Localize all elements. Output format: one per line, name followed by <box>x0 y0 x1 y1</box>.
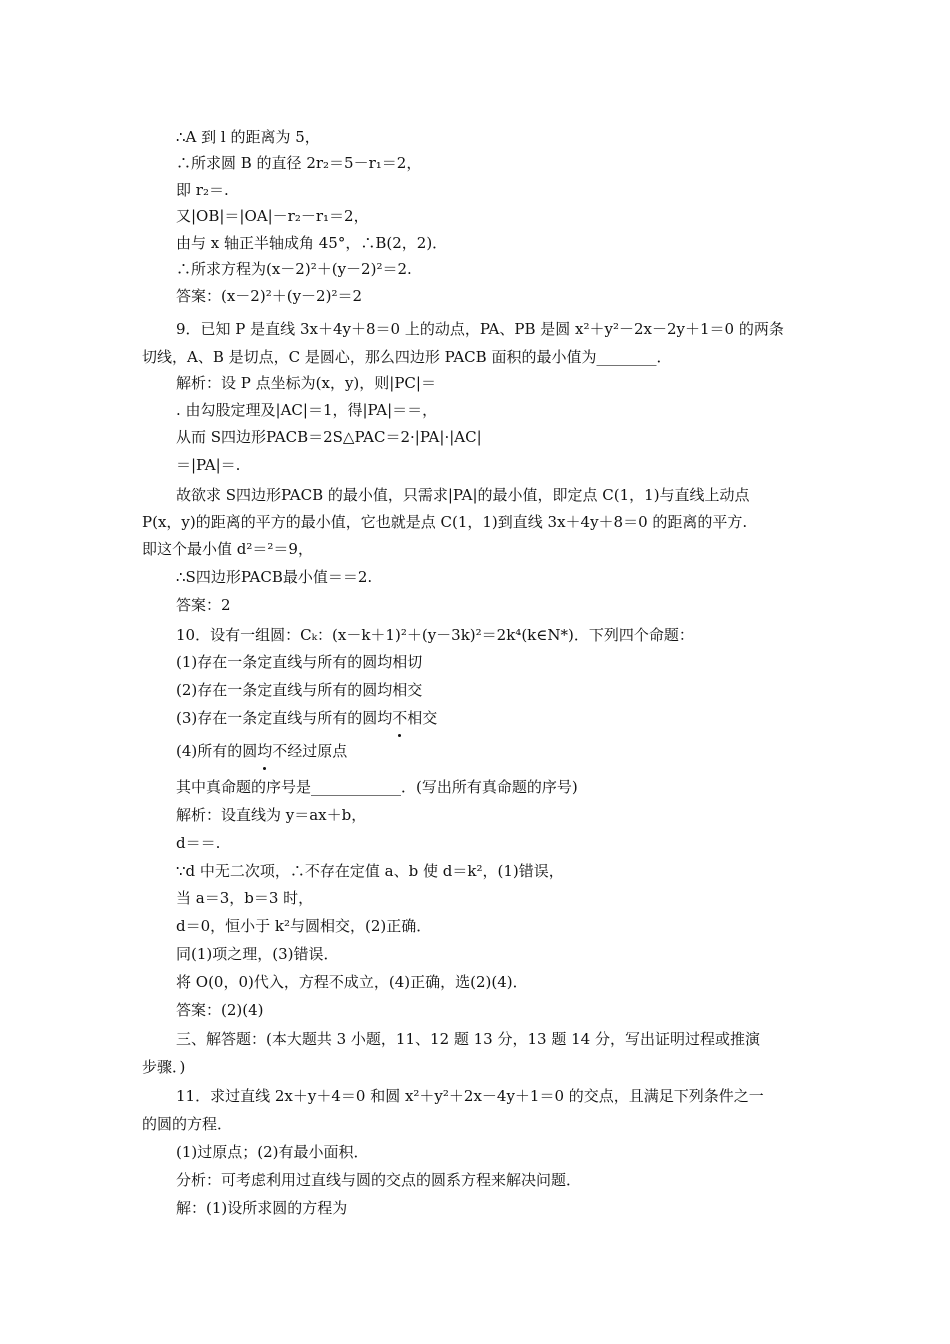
text-line: d＝0，恒小于 k²与圆相交，(2)正确． <box>176 917 432 935</box>
proposition-3-suffix: 相交 <box>407 709 438 727</box>
text-line: 由与 x 轴正半轴成角 45°，∴B(2，2)． <box>176 234 448 252</box>
text-line: . 由勾股定理及|AC|＝1，得|PA|＝＝， <box>176 401 438 419</box>
emphasis-dot-char: 均 <box>257 742 273 760</box>
text-line: 解：(1)设所求圆的方程为 <box>176 1199 348 1217</box>
text-line: ∵d 中无二次项，∴不存在定值 a、b 使 d＝k²，(1)错误， <box>176 862 564 880</box>
text-line: d＝＝. <box>176 834 221 852</box>
text-line: ∴所求圆 B 的直径 2r₂＝5－r₁＝2， <box>176 154 422 172</box>
text-line: 步骤．) <box>142 1058 186 1076</box>
text-line: 答案：(2)(4) <box>176 1001 264 1019</box>
text-line: P(x，y)的距离的平方的最小值，它也就是点 C(1，1)到直线 3x＋4y＋8＝0 的距离的平方. <box>142 513 748 531</box>
text-line: 从而 S四边形PACB＝2S△PAC＝2·|PA|·|AC| <box>176 428 482 446</box>
text-line: 其中真命题的序号是____________．(写出所有真命题的序号) <box>176 778 578 796</box>
proposition-3-prefix: (3)存在一条定直线与所有的圆均 <box>176 709 393 727</box>
text-line: 解析：设直线为 y＝ax＋b， <box>176 806 367 824</box>
text-line: 9．已知 P 是直线 3x＋4y＋8＝0 上的动点，PA、PB 是圆 x²＋y²－2x－2y＋1＝0 的两条 <box>176 320 784 338</box>
text-line: 10．设有一组圆：Cₖ：(x－k＋1)²＋(y－3k)²＝2k⁴(k∈N*)．下列四个命题： <box>176 626 694 644</box>
emphasis-dot-char: 不 <box>392 709 408 727</box>
text-line: 的圆的方程． <box>142 1115 233 1133</box>
text-line: 11．求过直线 2x＋y＋4＝0 和圆 x²＋y²＋2x－4y＋1＝0 的交点，且满足下列条件之一 <box>176 1087 764 1105</box>
text-line: (1)过原点；(2)有最小面积． <box>176 1143 369 1161</box>
text-line: 又|OB|＝|OA|－r₂－r₁＝2， <box>176 207 369 225</box>
text-line: 当 a＝3，b＝3 时， <box>176 889 314 907</box>
text-line: 三、解答题：(本大题共 3 小题，11、12 题 13 分，13 题 14 分，写出证明过程或推演 <box>176 1030 760 1048</box>
text-line: ∴A 到 l 的距离为 5， <box>176 128 320 146</box>
text-line: (1)存在一条定直线与所有的圆均相切 <box>176 653 423 671</box>
text-line: 分析：可考虑利用过直线与圆的交点的圆系方程来解决问题． <box>176 1171 582 1189</box>
text-line: 即 r₂＝. <box>176 181 229 199</box>
text-line: 答案：(x－2)²＋(y－2)²＝2 <box>176 287 362 305</box>
text-line: ∴S四边形PACB最小值＝＝2. <box>176 568 373 586</box>
text-line: 切线，A、B 是切点，C 是圆心，那么四边形 PACB 面积的最小值为________． <box>142 348 672 366</box>
text-line: 解析：设 P 点坐标为(x，y)，则|PC|＝ <box>176 374 436 392</box>
text-line: 同(1)项之理，(3)错误． <box>176 945 339 963</box>
text-line: ＝|PA|＝. <box>176 456 241 474</box>
text-line: (4)所有的圆均不经过原点 <box>176 742 348 760</box>
text-line: 答案：2 <box>176 596 231 614</box>
text-line: 故欲求 S四边形PACB 的最小值，只需求|PA|的最小值，即定点 C(1，1)与直线上动点 <box>176 486 750 504</box>
proposition-3 <box>176 707 437 729</box>
text-line: 即这个最小值 d²＝²＝9， <box>142 540 313 558</box>
text-line: ∴所求方程为(x－2)²＋(y－2)²＝2. <box>176 260 412 278</box>
text-line: 将 O(0，0)代入，方程不成立，(4)正确，选(2)(4)． <box>176 973 528 991</box>
text-line: (2)存在一条定直线与所有的圆均相交 <box>176 681 423 699</box>
